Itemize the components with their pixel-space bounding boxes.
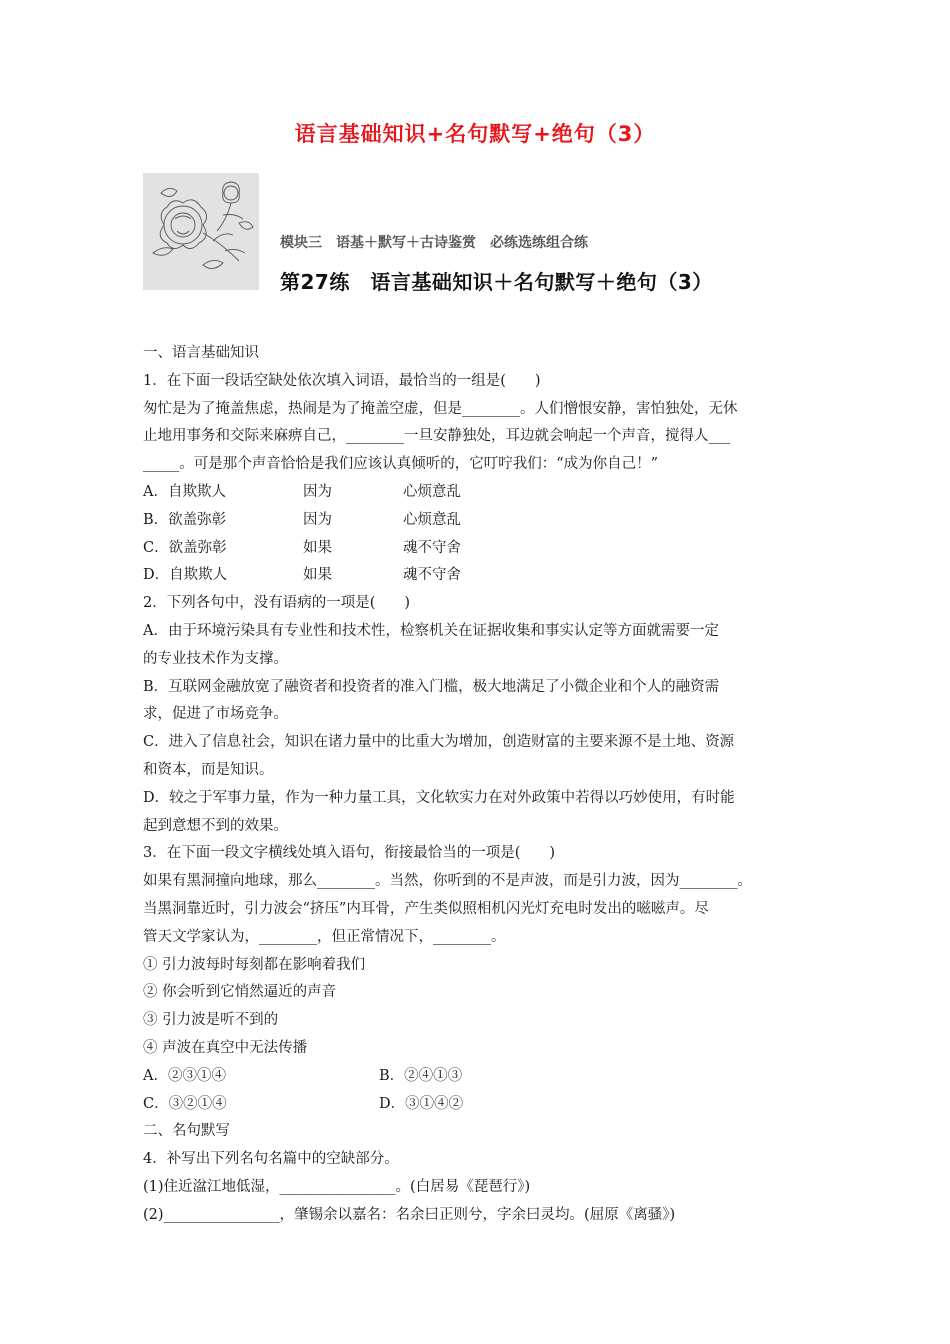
passage-line: _____。可是那个声音恰恰是我们应该认真倾听的，它叮咛我们：“成为你自己！” <box>143 456 659 473</box>
option-text: B．互联网金融放宽了融资者和投资者的准入门槛，极大地满足了小微企业和个人的融资需 <box>143 678 720 695</box>
section-heading: 一、语言基础知识 <box>143 345 259 361</box>
option-row: D．自欺欺人 如果 魂不守舍 <box>143 567 461 584</box>
list-item: ④ 声波在真空中无法传播 <box>143 1039 308 1056</box>
list-item: ③ 引力波是听不到的 <box>143 1012 279 1029</box>
fill-in-line: (2)________________，肇锡余以嘉名：名余曰正则兮，字余曰灵均。(屈原《离骚》) <box>143 1206 676 1223</box>
option-text: 求，促进了市场竞争。 <box>143 706 288 723</box>
option-row: C．③②①④ D．③①④② <box>143 1095 464 1112</box>
exercise-heading: 第27练 语言基础知识＋名句默写＋绝句（3） <box>280 270 713 294</box>
option-text: 的专业技术作为支撑。 <box>143 650 288 667</box>
list-item: ① 引力波每时每刻都在影响着我们 <box>143 956 366 973</box>
option-text: C．进入了信息社会，知识在诸力量中的比重大为增加，创造财富的主要来源不是土地、资源 <box>143 734 735 751</box>
question-stem: 3．在下面一段文字横线处填入语句，衔接最恰当的一项是( ) <box>143 845 556 862</box>
option-row: B．欲盖弥彰 因为 心烦意乱 <box>143 511 461 528</box>
passage-line: 匆忙是为了掩盖焦虑，热闹是为了掩盖空虚，但是________。人们憎恨安静，害怕独处，无休 <box>143 400 738 417</box>
option-row: C．欲盖弥彰 如果 魂不守舍 <box>143 539 461 556</box>
module-subtitle: 模块三 语基＋默写＋古诗鉴赏 必练选练组合练 <box>280 235 588 251</box>
document-body <box>143 340 811 1230</box>
question-stem: 2．下列各句中，没有语病的一项是( ) <box>143 595 411 612</box>
option-text: D．较之于军事力量，作为一种力量工具，文化软实力在对外政策中若得以巧妙使用，有时能 <box>143 789 735 806</box>
section-heading: 二、名句默写 <box>143 1123 230 1140</box>
option-text: 起到意想不到的效果。 <box>143 817 288 834</box>
passage-line: 如果有黑洞撞向地球，那么________。当然，你听到的不是声波，而是引力波，因为________。 <box>143 873 752 890</box>
flower-icon <box>143 173 259 290</box>
document-title: 语言基础知识+名句默写+绝句（3） <box>294 122 656 146</box>
passage-line: 管天文学家认为，________，但正常情况下，________。 <box>143 928 506 945</box>
option-row: A．自欺欺人 因为 心烦意乱 <box>143 483 461 500</box>
fill-in-line: (1)住近湓江地低湿，________________。(白居易《琵琶行》) <box>143 1178 531 1195</box>
peony-flower-illustration <box>143 173 259 290</box>
option-text: 和资本，而是知识。 <box>143 761 274 778</box>
passage-line: 止地用事务和交际来麻痹自己，________一旦安静独处，耳边就会响起一个声音，搅得人___ <box>143 428 731 445</box>
option-row: A．②③①④ B．②④①③ <box>143 1067 463 1084</box>
question-stem: 1．在下面一段话空缺处依次填入词语，最恰当的一组是( ) <box>143 372 541 389</box>
list-item: ② 你会听到它悄然逼近的声音 <box>143 984 337 1001</box>
passage-line: 当黑洞靠近时，引力波会“挤压”内耳骨，产生类似照相机闪光灯充电时发出的嗞嗞声。尽 <box>143 900 709 917</box>
option-text: A．由于环境污染具有专业性和技术性，检察机关在证据收集和事实认定等方面就需要一定 <box>143 622 719 639</box>
question-stem: 4．补写出下列名句名篇中的空缺部分。 <box>143 1151 399 1168</box>
